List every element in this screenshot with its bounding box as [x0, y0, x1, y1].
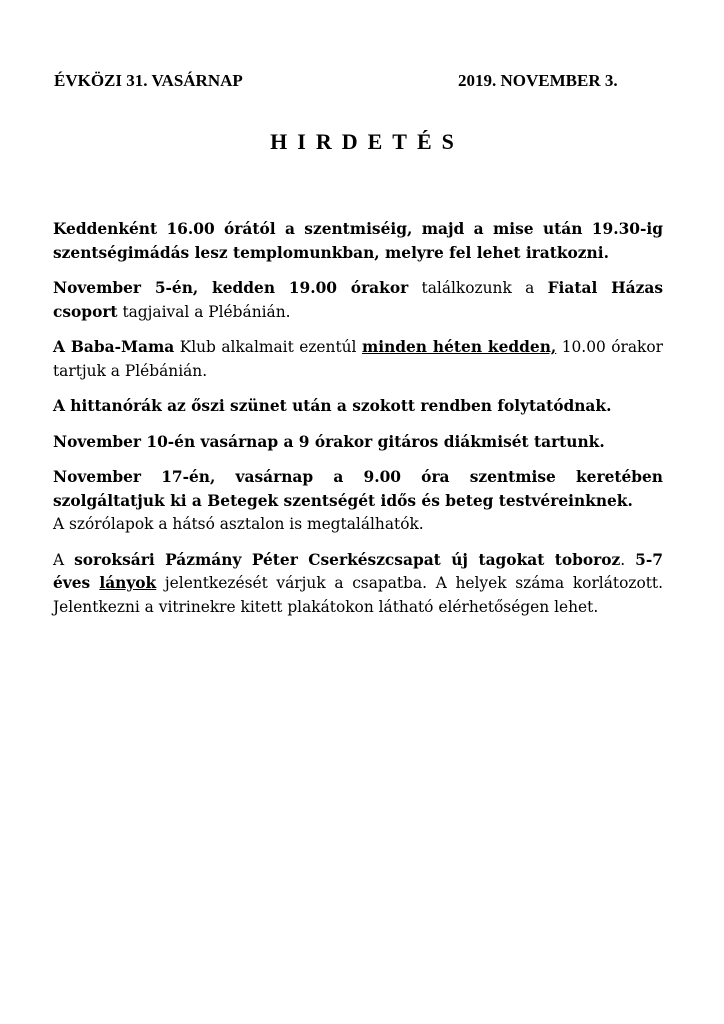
announcement-adoration — [53, 218, 663, 265]
announcement-baba-mama-text-2: 10.00 órakor tartjuk a Plébánián. — [53, 338, 663, 380]
announcement-scouts-troop: soroksári Pázmány Péter Cserkészcsapat új tagokat toboroz — [74, 550, 621, 569]
announcement-anointing — [53, 466, 663, 537]
announcement-young-couples — [53, 277, 663, 324]
header-date: 2019. NOVEMBER 3. — [458, 71, 618, 90]
announcement-young-couples-text-2: tagjaival a Plébánián. — [117, 302, 291, 321]
announcement-scouts-text-2: . — [620, 550, 636, 569]
header-liturgical-day: ÉVKÖZI 31. VASÁRNAP — [54, 71, 243, 90]
announcement-baba-mama-name: A Baba-Mama — [53, 338, 175, 356]
announcement-scouts-text-3: jelentkezését várjuk a csapatba. A helyek száma korlátozott. Jelentkezni a vitrinekre kitett plakátokon látható elérhetőségen lehet. — [53, 574, 663, 616]
announcement-young-couples-text-1: találkozunk a — [408, 279, 548, 297]
announcements — [53, 218, 663, 631]
announcement-scouts — [53, 549, 663, 620]
page-title: HIRDETÉS — [270, 129, 464, 154]
announcement-adoration-text: Keddenként 16.00 órától a szentmiséig, majd a mise után 19.30-ig szentségimádás lesz templomunkban, melyre fel lehet iratkozni. — [53, 220, 663, 262]
announcement-baba-mama — [53, 336, 663, 383]
announcement-baba-mama-text-1: Klub alkalmait ezentúl — [174, 338, 362, 356]
announcement-catechism-text: A hittanórák az őszi szünet után a szokott rendben folytatódnak. — [53, 397, 612, 415]
announcement-guitar-mass — [53, 431, 663, 455]
announcement-scouts-girls: lányok — [99, 574, 157, 592]
announcement-young-couples-group: Fiatal Házas csoport — [53, 279, 663, 321]
announcement-guitar-mass-text: November 10-én vasárnap a 9 órakor gitáros diákmisét tartunk. — [53, 432, 605, 451]
header — [54, 71, 666, 93]
announcement-baba-mama-schedule: minden héten kedden, — [361, 338, 557, 356]
announcement-anointing-leaflets: A szórólapok a hátsó asztalon is megtalálhatók. — [53, 515, 424, 533]
announcement-scouts-age: 5-7 éves — [53, 550, 663, 592]
announcement-scouts-text-1: A — [53, 550, 75, 569]
announcement-young-couples-date: November 5-én, kedden 19.00 órakor — [53, 279, 409, 297]
announcement-catechism — [53, 395, 663, 419]
announcement-anointing-text: November 17-én, vasárnap a 9.00 óra szentmise keretében szolgáltatjuk ki a Betegek szentségét idős és beteg testvéreinknek. — [53, 468, 663, 510]
